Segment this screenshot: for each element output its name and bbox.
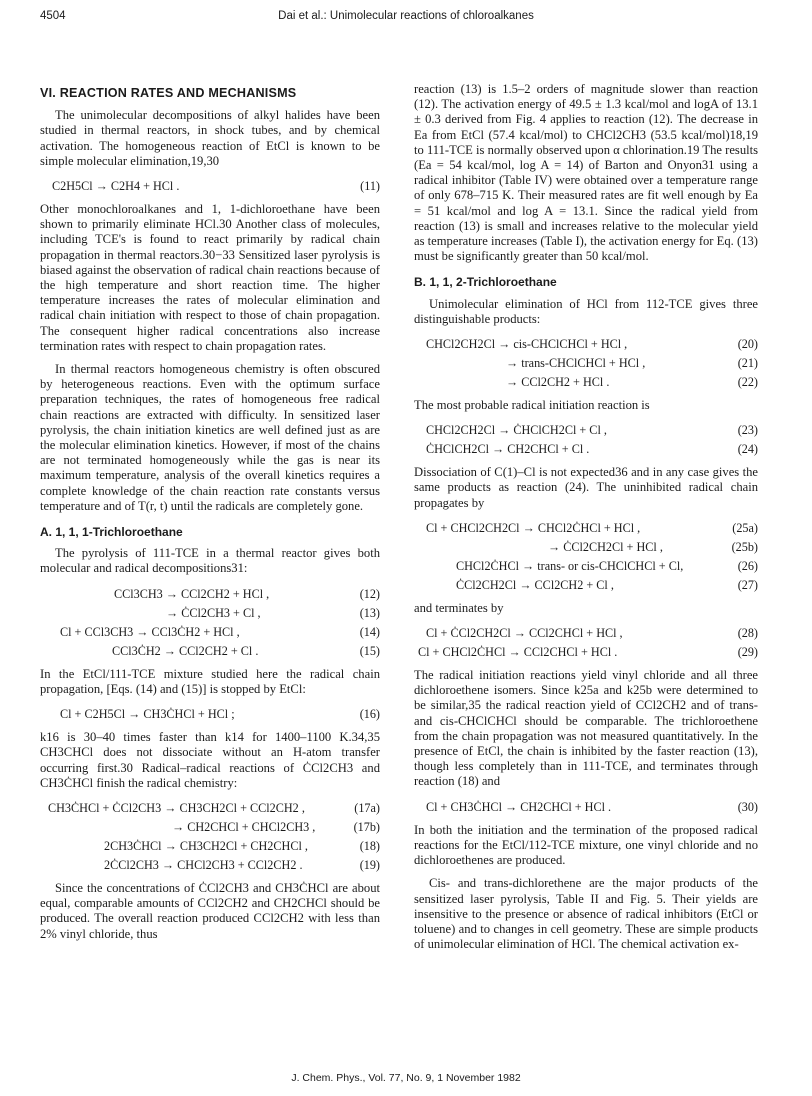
journal-footer: J. Chem. Phys., Vol. 77, No. 9, 1 November 1982 [291, 1072, 521, 1084]
equation-25a: Cl + CHCl2CH2Cl → CHCl2ĊHCl + HCl , (25a) [426, 520, 758, 535]
equation-21: → trans-CHClCHCl + HCl , (21) [506, 356, 758, 371]
paragraph: The unimolecular decompositions of alkyl halides have been studied in thermal reactors, in shock tubes, and by chemical activation. The homogeneous reaction of EtCl is known to be simple molecular elimination,19,30 [40, 108, 380, 168]
equation-group [414, 519, 758, 595]
running-title: Dai et al.: Unimolecular reactions of chloroalkanes [278, 10, 534, 22]
subsection-title-a: A. 1, 1, 1-Trichloroethane [40, 525, 183, 540]
equation-12: CCl3CH3 → CCl2CH2 + HCl , (12) [114, 586, 380, 601]
paragraph: Other monochloroalkanes and 1, 1-dichloroethane have been shown to primarily eliminate HCl.30 Another class of molecules, including TCE's is found to react primarily by radical chain propagation in thermal reactors.30−33 Sensitized laser pyrolysis is biased against the observation of radical chain reactions because of the high temperature and short reaction time. The higher temperature increases the rates of molecular elimination and radical chain initiation with respect to those of chain propagation. The consequent higher radical concentrations also increase termination rates with respect to chain propagation rates. [40, 202, 380, 353]
equation-group [414, 421, 758, 459]
equation-29: Cl + CHCl2ĊHCl → CCl2CHCl + HCl . (29) [418, 645, 758, 660]
paragraph: and terminates by [414, 600, 504, 615]
equation-17b: → CH2CHCl + CHCl2CH3 , (17b) [172, 819, 380, 834]
equation-30: Cl + CH3ĊHCl → CH2CHCl + HCl . (30) [426, 799, 758, 814]
paragraph: The pyrolysis of 111-TCE in a thermal reactor gives both molecular and radical decompositions31: [40, 546, 380, 576]
equation-26: CHCl2ĊHCl → trans- or cis-CHClCHCl + Cl, (26) [456, 558, 758, 573]
equation-25b: → ĊCl2CH2Cl + HCl , (25b) [548, 539, 758, 554]
equation-22: → CCl2CH2 + HCl . (22) [506, 375, 758, 390]
paragraph: The radical initiation reactions yield vinyl chloride and all three dichloroethene isomers. Since k25a and k25b were determined to be similar,35 the radical reaction yield of CCl2CH2 and of trans- and cis-CHClCHCl should be comparable. The trichloroethene from the chain propagation was not measured quantitatively. In the presence of EtCl, the chain is inhibited by the faster reaction (13), though less completely than in 111-TCE, and terminates through reaction (18) and [414, 668, 758, 789]
equation-15: CCl3ĊH2 → CCl2CH2 + Cl . (15) [112, 643, 380, 658]
paragraph: k16 is 30–40 times faster than k14 for 1400–1100 K.34,35 CH3CHCl does not dissociate without an H-atom transfer occurring first.30 Radical–radical reactions of ĊCl2CH3 and CH3ĊHCl finish the radical chemistry: [40, 730, 380, 790]
equation-group [414, 335, 758, 392]
equation-28: Cl + ĊCl2CH2Cl → CCl2CHCl + HCl , (28) [426, 626, 758, 641]
paragraph: The most probable radical initiation reaction is [414, 398, 650, 413]
equation-group [40, 705, 380, 724]
paragraph: reaction (13) is 1.5–2 orders of magnitude slower than reaction (12). The activation energy of 49.5 ± 1.3 kcal/mol and logA of 13.1 ± 0.3 derived from Fig. 4 applies to reaction (12). The decrease in Ea from EtCl (57.4 kcal/mol) to CHCl2CH3 (53.5 kcal/mol)18,19 to 111-TCE is normally observed upon α chlorination.19 The results (Ea = 54 kcal/mol, log A = 14) of Barton and Onyon31 using a radical inhibitor (Table IV) were obtained over a temperature range of only 678–715 K. Their measured rates are fit well enough by Ea = 51 kcal/mol and log A = 13.1. Since the radical yield from reaction (13) is small and increases relative to the molecular yield as temperature increases (Table I), the activation energy for Eq. (13) must be significantly greater than 50 kcal/mol. [414, 82, 759, 264]
equation-11: C2H5Cl → C2H4 + HCl . (11) [52, 179, 380, 194]
left-column [40, 82, 380, 950]
equation-19: 2ĊCl2CH3 → CHCl2CH3 + CCl2CH2 . (19) [104, 857, 380, 872]
equation-24: ĊHClCH2Cl → CH2CHCl + Cl . (24) [426, 442, 758, 457]
page-number: 4504 [40, 10, 66, 22]
subsection-title-b: B. 1, 1, 2-Trichloroethane [414, 275, 557, 290]
equation-23: CHCl2CH2Cl → ĊHClCH2Cl + Cl , (23) [426, 423, 758, 438]
page-header [40, 10, 772, 28]
equation-27: ĊCl2CH2Cl → CCl2CH2 + Cl , (27) [456, 577, 758, 592]
equation-group [40, 177, 380, 196]
equation-20: CHCl2CH2Cl → cis-CHClCHCl + HCl , (20) [426, 337, 758, 352]
paragraph: Unimolecular elimination of HCl from 112-TCE gives three distinguishable products: [414, 296, 758, 326]
paragraph: Dissociation of C(1)–Cl is not expected36 and in any case gives the same products as reaction (24). The uninhibited radical chain propagates by [414, 465, 758, 510]
equation-18: 2CH3ĊHCl → CH3CH2Cl + CH2CHCl , (18) [104, 838, 380, 853]
paragraph: Since the concentrations of ĊCl2CH3 and CH3ĊHCl are about equal, comparable amounts of CCl2CH2 and CH2CHCl should be produced. The overall reaction produced CCl2CH2 with less than 2% vinyl chloride, thus [40, 880, 380, 941]
paragraph: In both the initiation and the termination of the proposed radical reactions for the EtCl/112-TCE mixture, one vinyl chloride and no dichloroethenes are produced. [414, 822, 758, 868]
section-title: VI. REACTION RATES AND MECHANISMS [40, 86, 297, 100]
equation-16: Cl + C2H5Cl → CH3ĊHCl + HCl ; (16) [60, 707, 380, 722]
equation-17a: CH3ĊHCl + ĊCl2CH3 → CH3CH2Cl + CCl2CH2 , (17a) [48, 800, 380, 815]
equation-group [40, 585, 380, 661]
paragraph: In the EtCl/111-TCE mixture studied here the radical chain propagation, [Eqs. (14) and (15)] is stopped by EtCl: [40, 666, 380, 696]
equation-13: → ĊCl2CH3 + Cl , (13) [166, 605, 380, 620]
paragraph: In thermal reactors homogeneous chemistry is often obscured by heterogeneous reactions. Even with the optimum surface preparation techniques, the rates of homogeneous free radical chain reactions are extracted with difficulty. In sensitized laser pyrolysis, the chain initiation kinetics are well defined just as are the molecular elimination kinetics. However, if most of the chains are not terminated homogeneously while the gas is near its maximum temperature, analysis of the overall kinetics requires a complete knowledge of the chain reaction rate constants versus temperature and of T(r, t) until the radicals are completely gone. [40, 362, 380, 513]
equation-14: Cl + CCl3CH3 → CCl3ĊH2 + HCl , (14) [60, 624, 380, 639]
equation-group [414, 798, 758, 817]
paragraph: Cis- and trans-dichlorethene are the major products of the sensitized laser pyrolysis, Table II and Fig. 5. Their yields are insensitive to the presence or absence of radical inhibitors (EtCl or toluene) and to changes in cell geometry. These are simple products of unimolecular elimination of HCl. The chemical activation ex- [414, 876, 758, 952]
right-column [414, 82, 758, 960]
equation-group [414, 624, 758, 662]
equation-group [40, 799, 380, 875]
